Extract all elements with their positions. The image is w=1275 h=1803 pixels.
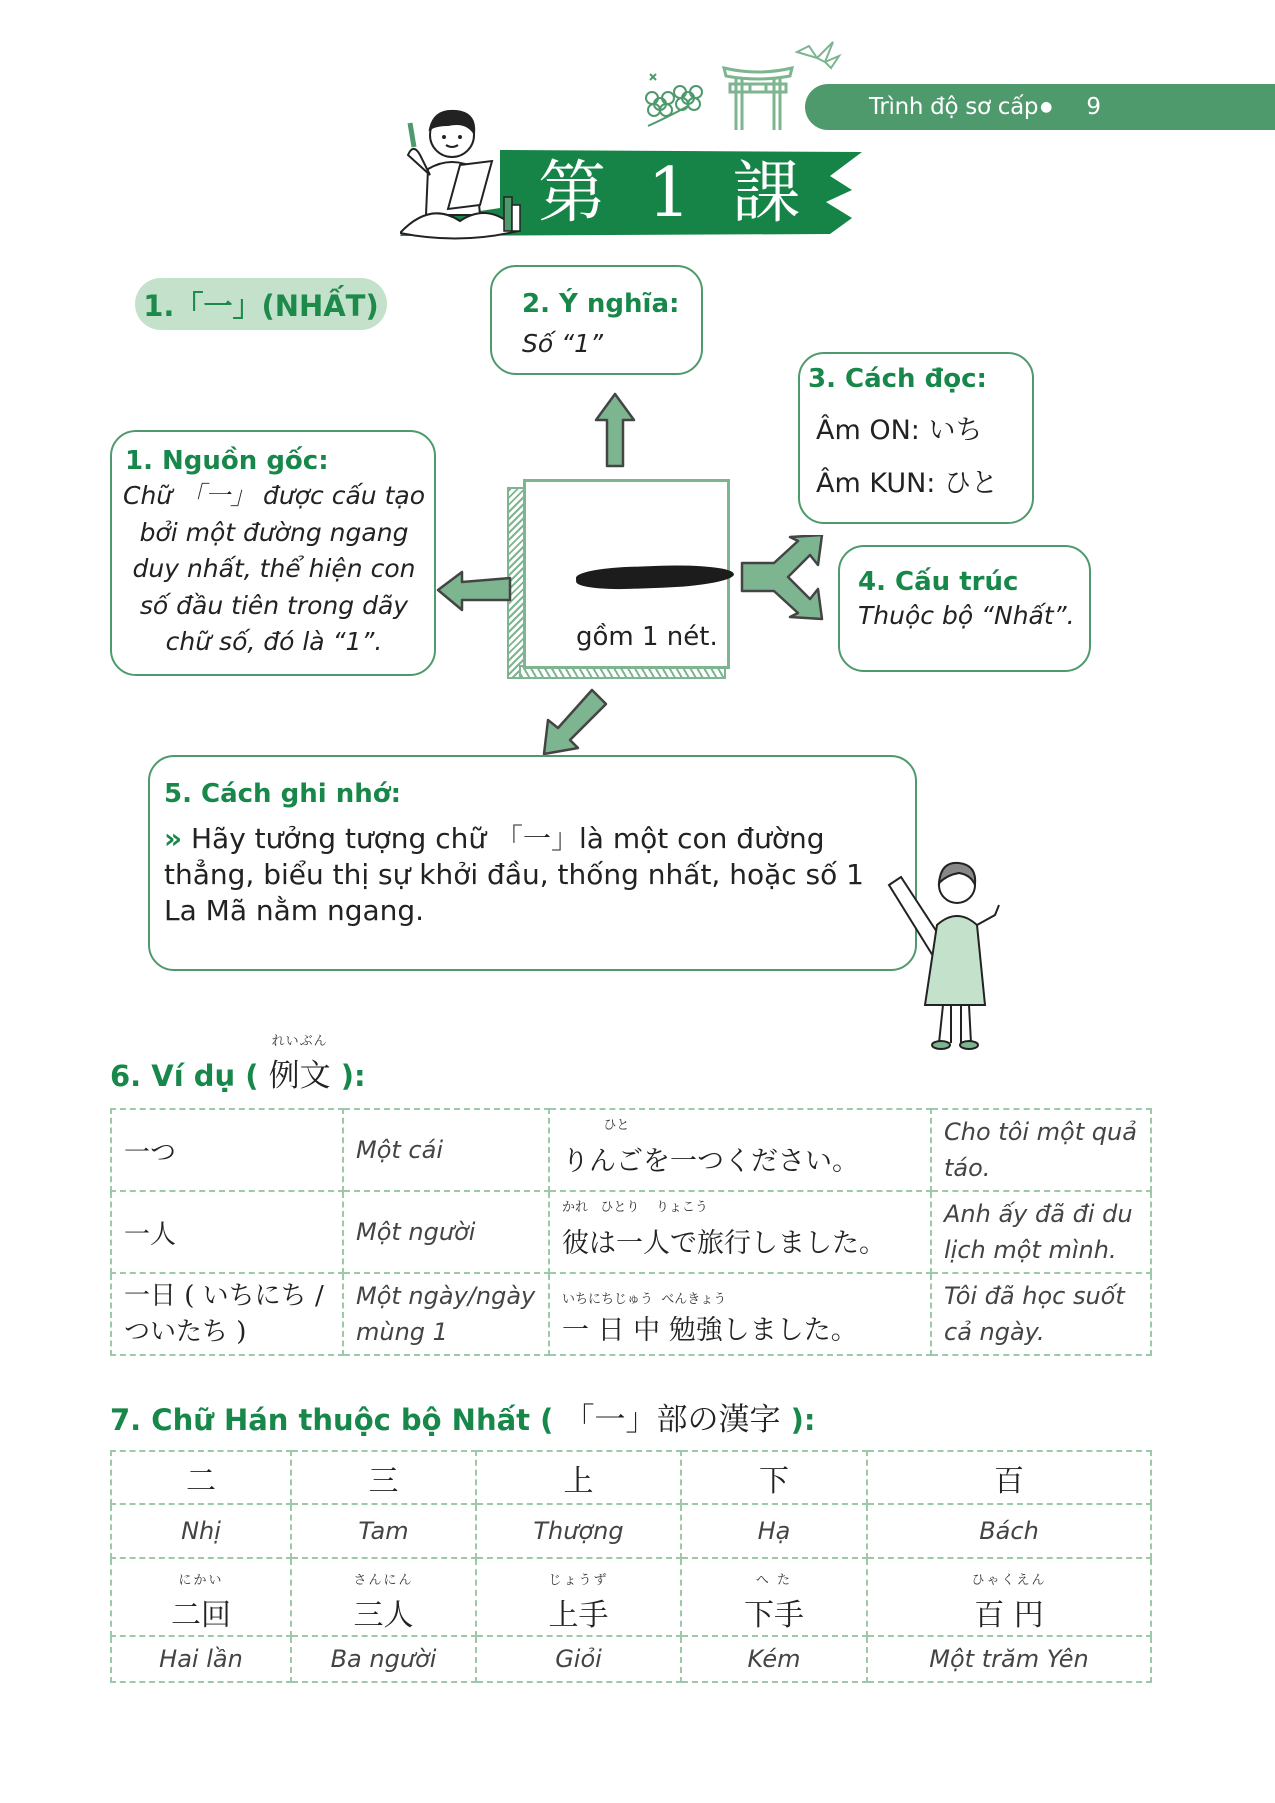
meaning-box [490,265,703,375]
bullet-raquo-icon: » [164,822,183,855]
compound-word-row [111,1558,1151,1636]
page-header-bar [805,84,1275,130]
radical-kanji-table [110,1450,1152,1683]
example-word: 一つ [111,1109,343,1191]
sentence-text: 一 日 中 勉強しました。 [562,1314,858,1346]
structure-body: Thuộc bộ “Nhất”. [858,601,1075,630]
structure-box [838,545,1091,672]
word-text: 百 円 [974,1598,1044,1633]
origin-title: 1. Nguồn gốc: [125,446,329,476]
memory-title: 5. Cách ghi nhớ: [164,779,401,809]
word-ruby: にかい [178,1573,224,1588]
example-translation: Cho tôi một quả táo. [931,1109,1151,1191]
example-word: 一日 ( いちにち / ついたち ) [111,1273,343,1355]
compound-meaning-row [111,1636,1151,1682]
lesson-title: 第 1 課 [538,154,811,233]
example-translation: Anh ấy đã đi du lịch một mình. [931,1191,1151,1273]
example-meaning: Một cái [343,1109,549,1191]
kanji-cell: 百 [867,1451,1151,1504]
sino-name-cell: Hạ [681,1504,867,1558]
card-face [523,479,730,669]
sentence-text: 彼は一人で旅行しました。 [562,1227,886,1259]
example-sentence [549,1191,931,1273]
radical-kanji-heading [110,1394,815,1439]
examples-heading-jp: 例文 [268,1058,331,1094]
boy-reading-illustration [400,105,530,240]
compound-meaning-cell: Giỏi [476,1636,681,1682]
compound-word-cell [291,1558,476,1636]
sino-name-row [111,1504,1151,1558]
sino-name-cell: Bách [867,1504,1151,1558]
kanji-cell: 下 [681,1451,867,1504]
radical-heading-jp: 「一」部の漢字 [563,1402,781,1438]
compound-word-cell [867,1558,1151,1636]
arrow-left-icon [436,568,512,614]
sino-name-cell: Tam [291,1504,476,1558]
on-reading: Âm ON: いち [816,415,983,446]
origin-box [110,430,436,676]
compound-meaning-cell: Hai lần [111,1636,291,1682]
arrow-down-left-icon [540,686,610,756]
word-text: 二回 [171,1598,231,1633]
word-ruby: へ た [755,1573,793,1588]
examples-table [110,1108,1152,1356]
kun-reading: Âm KUN: ひと [816,468,998,499]
table-row [111,1273,1151,1355]
structure-title: 4. Cấu trúc [858,567,1019,597]
memory-text: Hãy tưởng tượng chữ 「一」là một con đường thẳng, biểu thị sự khởi đầu, thống nhất, hoặc số 1 La Mã nằm ngang. [164,822,864,927]
sentence-ruby: かれ ひとり りょこう [562,1200,708,1215]
sakura-flowers-icon [640,70,710,130]
sentence-ruby: ひと [562,1118,630,1133]
examples-heading-kanji [268,1034,331,1095]
example-word: 一人 [111,1191,343,1273]
kanji-stroke-one [576,563,735,591]
radical-heading-prefix: 7. Chữ Hán thuộc bộ Nhất ( [110,1403,554,1437]
examples-heading-ruby: れいぶん [271,1034,328,1049]
sino-name-cell: Thượng [476,1504,681,1558]
word-text: 下手 [744,1598,804,1633]
word-ruby: さんにん [353,1573,414,1588]
memory-tip-box [148,755,917,971]
example-meaning: Một người [343,1191,549,1273]
compound-word-cell [111,1558,291,1636]
paper-crane-icon [795,38,850,73]
compound-meaning-cell: Ba người [291,1636,476,1682]
radical-heading-suffix: ): [790,1403,816,1437]
origin-body: Chữ 「一」 được cấu tạo bởi một đường ngang duy nhất, thể hiện con số đầu tiên trong dãy chữ số, đó là “1”. [122,481,425,656]
arrow-up-icon [592,392,638,468]
compound-word-cell [681,1558,867,1636]
bullet-dot: ● [1040,99,1053,115]
examples-heading-prefix: 6. Ví dụ ( [110,1059,259,1093]
sentence-text: りんごを一つください。 [562,1145,859,1177]
meaning-title: 2. Ý nghĩa: [522,289,680,319]
word-text: 三人 [353,1598,414,1633]
kanji-cell: 上 [476,1451,681,1504]
reading-box [798,352,1034,524]
compound-word-cell [476,1558,681,1636]
examples-heading [110,1034,366,1095]
girl-with-pencil-illustration [885,855,1005,1050]
example-sentence [549,1273,931,1355]
reading-title: 3. Cách đọc: [808,364,987,394]
kanji-card [505,475,730,680]
meaning-body: Số “1” [522,329,603,358]
example-sentence [549,1109,931,1191]
level-label: Trình độ sơ cấp [869,94,1039,120]
kanji-cell: 三 [291,1451,476,1504]
word-ruby: じょうず [548,1573,609,1588]
word-text: 上手 [548,1598,609,1633]
kanji-row [111,1451,1151,1504]
table-row [111,1109,1151,1191]
word-ruby: ひゃくえん [971,1573,1047,1588]
memory-body [164,821,884,929]
kanji-cell: 二 [111,1451,291,1504]
sino-name-cell: Nhị [111,1504,291,1558]
sentence-ruby: いちにちじゅう べんきょう [562,1292,727,1307]
kanji-label-pill: 1.「一」(NHẤT) [135,278,387,330]
stroke-count-caption: gồm 1 nét. [576,622,718,652]
arrow-branch-right-icon [740,535,826,621]
example-meaning: Một ngày/ngày mùng 1 [343,1273,549,1355]
compound-meaning-cell: Kém [681,1636,867,1682]
compound-meaning-cell: Một trăm Yên [867,1636,1151,1682]
examples-heading-suffix: ): [340,1059,366,1093]
example-translation: Tôi đã học suốt cả ngày. [931,1273,1151,1355]
table-row [111,1191,1151,1273]
page-number: 9 [1086,94,1102,120]
torii-gate-icon [722,62,794,132]
